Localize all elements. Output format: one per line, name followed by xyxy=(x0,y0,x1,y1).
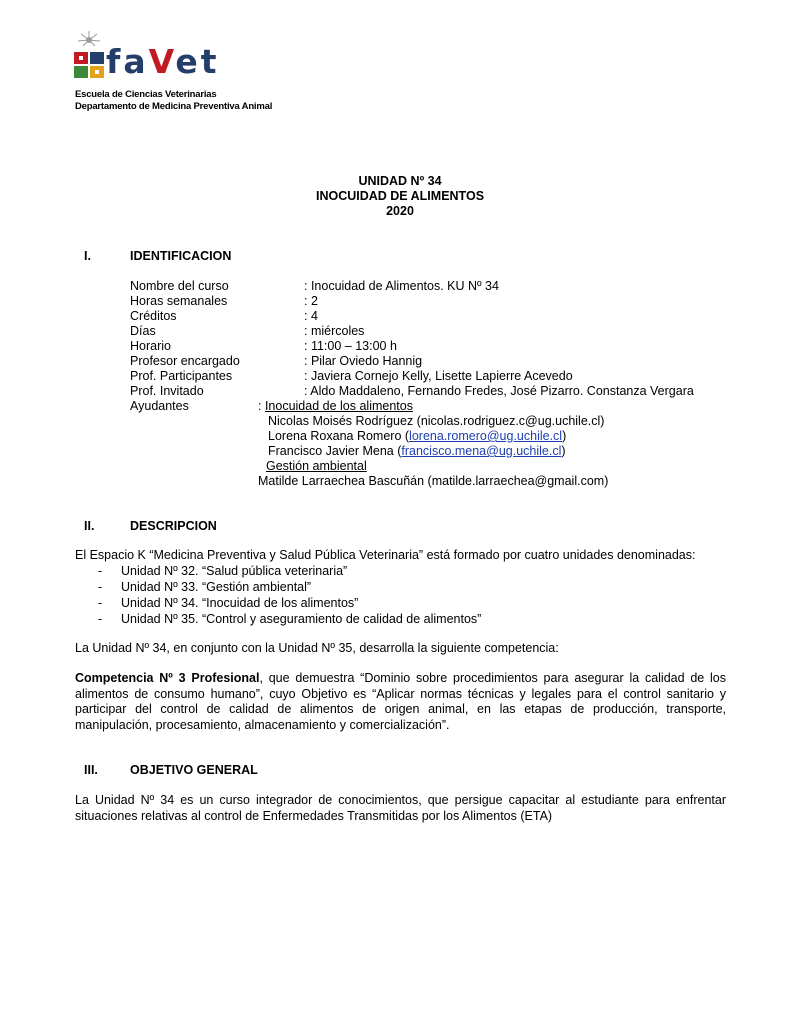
email-link[interactable]: lorena.romero@ug.uchile.cl xyxy=(409,429,563,443)
field-label: Días xyxy=(130,324,156,338)
logo-wordmark: faVet xyxy=(106,42,220,81)
list-bullet: - xyxy=(98,612,103,626)
assistant-entry: Francisco Javier Mena (francisco.mena@ug.uchile.cl) xyxy=(268,444,566,458)
section-heading: DESCRIPCION xyxy=(130,519,217,533)
list-bullet: - xyxy=(98,580,103,594)
list-item: Unidad Nº 35. “Control y aseguramiento de calidad de alimentos” xyxy=(121,612,482,626)
assistant-group-gestion: Gestión ambiental xyxy=(266,459,367,473)
field-label: Nombre del curso xyxy=(130,279,229,293)
field-value: : Aldo Maddaleno, Fernando Fredes, José Pizarro. Constanza Vergara xyxy=(304,384,694,398)
field-value: : 4 xyxy=(304,309,318,323)
list-bullet: - xyxy=(98,596,103,610)
section-number: II. xyxy=(84,519,95,533)
section-number: I. xyxy=(84,249,91,263)
field-value: : Javiera Cornejo Kelly, Lisette Lapierre Acevedo xyxy=(304,369,573,383)
objective-paragraph: La Unidad Nº 34 es un curso integrador de conocimientos, que persigue capacitar al estudiante para enfrentar situaciones relativas al control de Enfermedades Transmitidas por los Alimentos (ETA) xyxy=(75,793,726,823)
unit-title: UNIDAD Nº 34 xyxy=(358,174,442,188)
field-value: : 2 xyxy=(304,294,318,308)
field-label: Créditos xyxy=(130,309,177,323)
competence-intro: La Unidad Nº 34, en conjunto con la Unidad Nº 35, desarrolla la siguiente competencia: xyxy=(75,641,559,655)
section-heading: IDENTIFICACION xyxy=(130,249,232,263)
list-item: Unidad Nº 33. “Gestión ambiental” xyxy=(121,580,312,594)
year-title: 2020 xyxy=(386,204,414,218)
field-label: Prof. Participantes xyxy=(130,369,233,383)
section-heading: OBJETIVO GENERAL xyxy=(130,763,258,777)
assistant-entry: Lorena Roxana Romero (lorena.romero@ug.uchile.cl) xyxy=(268,429,567,443)
field-label: Ayudantes xyxy=(130,399,189,413)
assistant-group-inocuidad: : Inocuidad de los alimentos xyxy=(258,399,413,413)
section-number: III. xyxy=(84,763,98,777)
field-label: Horas semanales xyxy=(130,294,228,308)
course-title: INOCUIDAD DE ALIMENTOS xyxy=(315,189,485,203)
field-value: : miércoles xyxy=(304,324,365,338)
field-label: Horario xyxy=(130,339,171,353)
field-value: : 11:00 – 13:00 h xyxy=(304,339,397,353)
list-bullet: - xyxy=(98,564,103,578)
field-label: Prof. Invitado xyxy=(130,384,204,398)
competence-paragraph: Competencia Nº 3 Profesional, que demuestra “Dominio sobre procedimientos para asegurar la calidad de los alimentos de consumo humano”, cuyo Objetivo es “Aplicar normas técnicas y legales para el control sanitario y participar del control de calidad de alimentos de origen animal, en las etapas de producción, transporte, manipulación, procesamiento, almacenamiento y comercialización”. xyxy=(75,671,727,732)
university-emblem-icon xyxy=(72,30,106,82)
assistant-entry: Nicolas Moisés Rodríguez (nicolas.rodriguez.c@ug.uchile.cl) xyxy=(268,414,605,428)
field-value: : Pilar Oviedo Hannig xyxy=(304,354,423,368)
school-name: Escuela de Ciencias Veterinarias xyxy=(75,89,217,100)
field-value: : Inocuidad de Alimentos. KU Nº 34 xyxy=(304,279,499,293)
description-intro: El Espacio K “Medicina Preventiva y Salud Pública Veterinaria” está formado por cuatro unidades denominadas: xyxy=(75,548,696,562)
list-item: Unidad Nº 34. “Inocuidad de los alimentos” xyxy=(121,596,359,610)
field-label: Profesor encargado xyxy=(130,354,240,368)
department-name: Departamento de Medicina Preventiva Animal xyxy=(75,101,273,112)
list-item: Unidad Nº 32. “Salud pública veterinaria” xyxy=(121,564,348,578)
email-link[interactable]: francisco.mena@ug.uchile.cl xyxy=(401,444,562,458)
assistant-entry: Matilde Larraechea Bascuñán (matilde.larraechea@gmail.com) xyxy=(258,474,609,488)
